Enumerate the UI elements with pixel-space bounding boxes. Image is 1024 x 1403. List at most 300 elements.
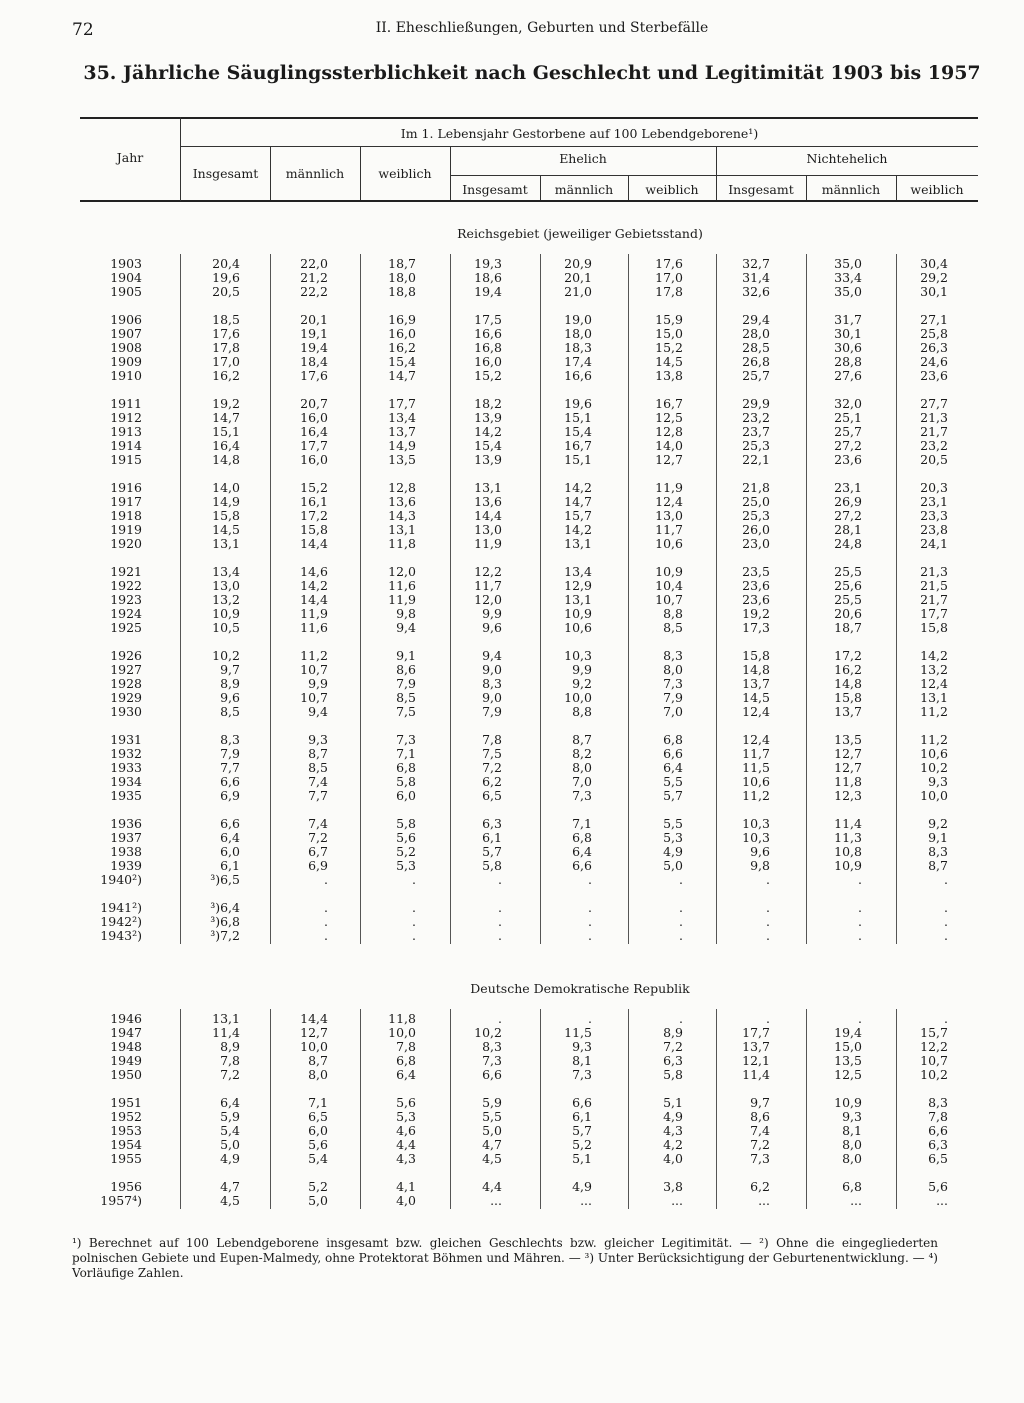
value-cell: 19,2 bbox=[742, 606, 770, 621]
value-cell: 7,5 bbox=[482, 746, 502, 761]
value-cell: 25,7 bbox=[834, 424, 862, 439]
value-cell: 6,2 bbox=[482, 774, 502, 789]
value-cell: 20,5 bbox=[920, 452, 948, 467]
value-cell: 21,7 bbox=[920, 592, 948, 607]
column-divider bbox=[896, 1009, 897, 1209]
value-cell: 16,8 bbox=[474, 340, 502, 355]
value-cell: 13,6 bbox=[474, 494, 502, 509]
value-cell: 14,5 bbox=[742, 690, 770, 705]
value-cell: ... bbox=[490, 1193, 502, 1208]
value-cell: 14,2 bbox=[474, 424, 502, 439]
value-cell: 4,5 bbox=[482, 1151, 502, 1166]
value-cell: . bbox=[944, 872, 948, 887]
value-cell: 6,9 bbox=[220, 788, 240, 803]
value-cell: 5,7 bbox=[572, 1123, 592, 1138]
value-cell: 5,5 bbox=[663, 774, 683, 789]
value-cell: 11,7 bbox=[474, 578, 502, 593]
value-cell: 13,0 bbox=[655, 508, 683, 523]
value-cell: 10,7 bbox=[300, 662, 328, 677]
value-cell: 7,8 bbox=[482, 732, 502, 747]
value-cell: 6,1 bbox=[220, 858, 240, 873]
value-cell: 16,2 bbox=[834, 662, 862, 677]
value-cell: 11,2 bbox=[300, 648, 328, 663]
value-cell: 6,3 bbox=[928, 1137, 948, 1152]
table-row bbox=[0, 830, 1024, 844]
value-cell: 10,9 bbox=[834, 858, 862, 873]
table-row bbox=[0, 508, 1024, 522]
table-row bbox=[0, 872, 1024, 886]
value-cell: 17,6 bbox=[300, 368, 328, 383]
value-cell: 29,2 bbox=[920, 270, 948, 285]
value-cell: . bbox=[766, 872, 770, 887]
value-cell: . bbox=[588, 914, 592, 929]
value-cell: 6,2 bbox=[750, 1179, 770, 1194]
col-header-male: männlich bbox=[285, 166, 345, 181]
table-row bbox=[0, 564, 1024, 578]
value-cell: 9,3 bbox=[842, 1109, 862, 1124]
value-cell: 7,4 bbox=[308, 816, 328, 831]
value-cell: 5,3 bbox=[396, 858, 416, 873]
value-cell: 8,0 bbox=[308, 1067, 328, 1082]
value-cell: 6,8 bbox=[396, 1053, 416, 1068]
value-cell: 16,0 bbox=[300, 410, 328, 425]
value-cell: ³)6,5 bbox=[210, 872, 240, 887]
value-cell: 6,6 bbox=[482, 1067, 502, 1082]
value-cell: 5,6 bbox=[396, 830, 416, 845]
column-divider bbox=[806, 254, 807, 944]
year-cell: 1904 bbox=[110, 270, 142, 285]
value-cell: 18,0 bbox=[564, 326, 592, 341]
table-row bbox=[0, 928, 1024, 942]
value-cell: . bbox=[858, 872, 862, 887]
value-cell: 15,8 bbox=[920, 620, 948, 635]
value-cell: 11,4 bbox=[742, 1067, 770, 1082]
value-cell: 6,6 bbox=[928, 1123, 948, 1138]
year-cell: 1924 bbox=[110, 606, 142, 621]
column-divider bbox=[716, 254, 717, 944]
value-cell: 12,4 bbox=[742, 704, 770, 719]
col-header-illegit-male: männlich bbox=[821, 182, 881, 197]
value-cell: 20,4 bbox=[212, 256, 240, 271]
section-title: Deutsche Demokratische Republik bbox=[470, 981, 690, 996]
value-cell: 14,9 bbox=[212, 494, 240, 509]
value-cell: 20,1 bbox=[564, 270, 592, 285]
value-cell: . bbox=[679, 928, 683, 943]
table-row bbox=[0, 396, 1024, 410]
value-cell: 20,6 bbox=[834, 606, 862, 621]
value-cell: 10,9 bbox=[655, 564, 683, 579]
value-cell: 14,2 bbox=[564, 522, 592, 537]
value-cell: 19,4 bbox=[300, 340, 328, 355]
value-cell: 6,0 bbox=[308, 1123, 328, 1138]
value-cell: 5,7 bbox=[663, 788, 683, 803]
value-cell: . bbox=[766, 914, 770, 929]
year-cell: 1952 bbox=[110, 1109, 142, 1124]
column-divider bbox=[450, 1009, 451, 1209]
table-row bbox=[0, 410, 1024, 424]
value-cell: 13,7 bbox=[834, 704, 862, 719]
value-cell: 16,0 bbox=[300, 452, 328, 467]
col-header-legit-total: Insgesamt bbox=[462, 182, 528, 197]
table-row bbox=[0, 1053, 1024, 1067]
value-cell: 8,3 bbox=[482, 676, 502, 691]
table-row bbox=[0, 1025, 1024, 1039]
value-cell: . bbox=[324, 872, 328, 887]
value-cell: 19,4 bbox=[474, 284, 502, 299]
value-cell: 20,3 bbox=[920, 480, 948, 495]
value-cell: 5,9 bbox=[220, 1109, 240, 1124]
value-cell: 23,6 bbox=[834, 452, 862, 467]
value-cell: 10,0 bbox=[300, 1039, 328, 1054]
value-cell: 15,8 bbox=[300, 522, 328, 537]
col-header-female: weiblich bbox=[378, 166, 432, 181]
value-cell: 13,1 bbox=[212, 536, 240, 551]
value-cell: 7,4 bbox=[750, 1123, 770, 1138]
value-cell: 14,5 bbox=[212, 522, 240, 537]
value-cell: 7,3 bbox=[396, 732, 416, 747]
value-cell: 9,3 bbox=[572, 1039, 592, 1054]
value-cell: 8,0 bbox=[663, 662, 683, 677]
value-cell: 6,4 bbox=[396, 1067, 416, 1082]
year-cell: 1957⁴) bbox=[100, 1193, 142, 1208]
value-cell: 8,6 bbox=[750, 1109, 770, 1124]
value-cell: 32,0 bbox=[834, 396, 862, 411]
value-cell: 17,7 bbox=[388, 396, 416, 411]
column-divider bbox=[540, 1009, 541, 1209]
year-cell: 1948 bbox=[110, 1039, 142, 1054]
value-cell: . bbox=[412, 872, 416, 887]
value-cell: 6,1 bbox=[572, 1109, 592, 1124]
value-cell: 17,6 bbox=[212, 326, 240, 341]
value-cell: 15,2 bbox=[655, 340, 683, 355]
value-cell: 17,6 bbox=[655, 256, 683, 271]
value-cell: 9,0 bbox=[482, 690, 502, 705]
table-row bbox=[0, 312, 1024, 326]
value-cell: 12,4 bbox=[742, 732, 770, 747]
value-cell: 8,5 bbox=[396, 690, 416, 705]
value-cell: 19,2 bbox=[212, 396, 240, 411]
page-number: 72 bbox=[72, 20, 94, 40]
value-cell: . bbox=[588, 900, 592, 915]
year-cell: 1911 bbox=[110, 396, 142, 411]
table-row bbox=[0, 788, 1024, 802]
col-header-nichtehelich: Nichtehelich bbox=[806, 151, 888, 166]
value-cell: 6,1 bbox=[482, 830, 502, 845]
value-cell: 13,2 bbox=[920, 662, 948, 677]
value-cell: . bbox=[944, 914, 948, 929]
value-cell: 7,7 bbox=[308, 788, 328, 803]
value-cell: 23,3 bbox=[920, 508, 948, 523]
value-cell: 11,4 bbox=[212, 1025, 240, 1040]
column-divider bbox=[180, 254, 181, 944]
value-cell: 15,1 bbox=[564, 452, 592, 467]
value-cell: 5,6 bbox=[396, 1095, 416, 1110]
value-cell: 23,5 bbox=[742, 564, 770, 579]
table-row bbox=[0, 858, 1024, 872]
col-header-illegit-female: weiblich bbox=[910, 182, 964, 197]
value-cell: 33,4 bbox=[834, 270, 862, 285]
value-cell: 15,1 bbox=[212, 424, 240, 439]
col-header-total: Insgesamt bbox=[192, 166, 259, 181]
column-divider bbox=[540, 254, 541, 944]
table-row bbox=[0, 270, 1024, 284]
value-cell: 10,0 bbox=[564, 690, 592, 705]
value-cell: 5,2 bbox=[396, 844, 416, 859]
value-cell: 28,8 bbox=[834, 354, 862, 369]
value-cell: 5,6 bbox=[308, 1137, 328, 1152]
value-cell: 9,6 bbox=[220, 690, 240, 705]
value-cell: 14,7 bbox=[564, 494, 592, 509]
value-cell: 25,5 bbox=[834, 592, 862, 607]
value-cell: 14,4 bbox=[474, 508, 502, 523]
value-cell: 21,7 bbox=[920, 424, 948, 439]
value-cell: 27,2 bbox=[834, 438, 862, 453]
value-cell: 10,2 bbox=[920, 1067, 948, 1082]
value-cell: 5,2 bbox=[308, 1179, 328, 1194]
value-cell: 6,6 bbox=[572, 1095, 592, 1110]
header-bottom-rule bbox=[80, 200, 978, 202]
value-cell: 7,7 bbox=[220, 760, 240, 775]
column-divider bbox=[806, 1009, 807, 1209]
value-cell: 10,9 bbox=[564, 606, 592, 621]
year-cell: 1936 bbox=[110, 816, 142, 831]
value-cell: 21,0 bbox=[564, 284, 592, 299]
value-cell: 10,0 bbox=[388, 1025, 416, 1040]
value-cell: 17,5 bbox=[474, 312, 502, 327]
value-cell: 14,9 bbox=[388, 438, 416, 453]
value-cell: 10,2 bbox=[212, 648, 240, 663]
value-cell: 20,7 bbox=[300, 396, 328, 411]
value-cell: 4,9 bbox=[220, 1151, 240, 1166]
value-cell: 12,7 bbox=[834, 760, 862, 775]
value-cell: 4,7 bbox=[482, 1137, 502, 1152]
value-cell: 7,2 bbox=[663, 1039, 683, 1054]
value-cell: 9,1 bbox=[396, 648, 416, 663]
value-cell: 9,6 bbox=[750, 844, 770, 859]
value-cell: 8,5 bbox=[220, 704, 240, 719]
value-cell: 7,3 bbox=[572, 1067, 592, 1082]
value-cell: 12,4 bbox=[920, 676, 948, 691]
value-cell: 11,4 bbox=[834, 816, 862, 831]
value-cell: 11,9 bbox=[474, 536, 502, 551]
value-cell: 31,4 bbox=[742, 270, 770, 285]
value-cell: 7,9 bbox=[482, 704, 502, 719]
table-row bbox=[0, 746, 1024, 760]
value-cell: 27,6 bbox=[834, 368, 862, 383]
value-cell: 9,0 bbox=[482, 662, 502, 677]
value-cell: 13,6 bbox=[388, 494, 416, 509]
value-cell: 13,1 bbox=[564, 536, 592, 551]
table-row bbox=[0, 648, 1024, 662]
value-cell: 10,6 bbox=[655, 536, 683, 551]
value-cell: 9,4 bbox=[308, 704, 328, 719]
value-cell: 19,6 bbox=[212, 270, 240, 285]
table-row bbox=[0, 900, 1024, 914]
value-cell: 6,3 bbox=[482, 816, 502, 831]
value-cell: 8,9 bbox=[663, 1025, 683, 1040]
value-cell: 30,1 bbox=[834, 326, 862, 341]
value-cell: 10,6 bbox=[564, 620, 592, 635]
table-row bbox=[0, 256, 1024, 270]
value-cell: . bbox=[498, 1011, 502, 1026]
value-cell: 18,4 bbox=[300, 354, 328, 369]
year-cell: 1947 bbox=[110, 1025, 142, 1040]
year-cell: 1926 bbox=[110, 648, 142, 663]
value-cell: 26,9 bbox=[834, 494, 862, 509]
year-cell: 1922 bbox=[110, 578, 142, 593]
value-cell: 8,9 bbox=[220, 1039, 240, 1054]
table-row bbox=[0, 760, 1024, 774]
value-cell: . bbox=[324, 914, 328, 929]
value-cell: 7,3 bbox=[482, 1053, 502, 1068]
value-cell: 6,8 bbox=[663, 732, 683, 747]
value-cell: 9,7 bbox=[750, 1095, 770, 1110]
value-cell: 5,6 bbox=[928, 1179, 948, 1194]
value-cell: 12,7 bbox=[655, 452, 683, 467]
table-row bbox=[0, 704, 1024, 718]
col-header-illegit-total: Insgesamt bbox=[728, 182, 794, 197]
value-cell: 7,8 bbox=[220, 1053, 240, 1068]
value-cell: 21,3 bbox=[920, 410, 948, 425]
value-cell: 17,3 bbox=[742, 620, 770, 635]
value-cell: . bbox=[324, 900, 328, 915]
table-row bbox=[0, 620, 1024, 634]
value-cell: 13,4 bbox=[212, 564, 240, 579]
value-cell: 10,7 bbox=[300, 690, 328, 705]
value-cell: 17,2 bbox=[834, 648, 862, 663]
value-cell: . bbox=[944, 900, 948, 915]
value-cell: 6,8 bbox=[572, 830, 592, 845]
value-cell: 4,7 bbox=[220, 1179, 240, 1194]
value-cell: 25,1 bbox=[834, 410, 862, 425]
value-cell: 9,3 bbox=[308, 732, 328, 747]
value-cell: 25,3 bbox=[742, 438, 770, 453]
year-cell: 1938 bbox=[110, 844, 142, 859]
value-cell: . bbox=[944, 1011, 948, 1026]
year-cell: 1916 bbox=[110, 480, 142, 495]
value-cell: 7,9 bbox=[663, 690, 683, 705]
value-cell: 13,0 bbox=[212, 578, 240, 593]
value-cell: 18,7 bbox=[388, 256, 416, 271]
value-cell: 13,4 bbox=[388, 410, 416, 425]
value-cell: 12,5 bbox=[655, 410, 683, 425]
value-cell: 11,6 bbox=[388, 578, 416, 593]
value-cell: . bbox=[766, 1011, 770, 1026]
value-cell: 23,1 bbox=[920, 494, 948, 509]
value-cell: 14,2 bbox=[920, 648, 948, 663]
value-cell: 16,7 bbox=[655, 396, 683, 411]
value-cell: ³)6,8 bbox=[210, 914, 240, 929]
year-cell: 1935 bbox=[110, 788, 142, 803]
top-rule bbox=[80, 117, 978, 119]
table-row bbox=[0, 1067, 1024, 1081]
year-cell: 1932 bbox=[110, 746, 142, 761]
value-cell: 20,1 bbox=[300, 312, 328, 327]
value-cell: 12,0 bbox=[388, 564, 416, 579]
value-cell: 15,8 bbox=[742, 648, 770, 663]
table-row bbox=[0, 844, 1024, 858]
value-cell: 4,4 bbox=[482, 1179, 502, 1194]
value-cell: . bbox=[858, 914, 862, 929]
table-row bbox=[0, 1193, 1024, 1207]
year-cell: 1942²) bbox=[100, 914, 142, 929]
value-cell: . bbox=[412, 914, 416, 929]
value-cell: 16,4 bbox=[300, 424, 328, 439]
value-cell: 18,7 bbox=[834, 620, 862, 635]
column-divider bbox=[270, 254, 271, 944]
value-cell: 20,5 bbox=[212, 284, 240, 299]
value-cell: 5,1 bbox=[572, 1151, 592, 1166]
value-cell: 8,3 bbox=[220, 732, 240, 747]
year-cell: 1946 bbox=[110, 1011, 142, 1026]
year-cell: 1929 bbox=[110, 690, 142, 705]
table-row bbox=[0, 690, 1024, 704]
value-cell: 13,1 bbox=[564, 592, 592, 607]
year-cell: 1941²) bbox=[100, 900, 142, 915]
value-cell: 8,3 bbox=[663, 648, 683, 663]
year-cell: 1914 bbox=[110, 438, 142, 453]
year-cell: 1920 bbox=[110, 536, 142, 551]
value-cell: 28,0 bbox=[742, 326, 770, 341]
value-cell: 10,6 bbox=[920, 746, 948, 761]
value-cell: 5,0 bbox=[663, 858, 683, 873]
year-cell: 1949 bbox=[110, 1053, 142, 1068]
value-cell: . bbox=[412, 928, 416, 943]
year-cell: 1954 bbox=[110, 1137, 142, 1152]
value-cell: . bbox=[858, 1011, 862, 1026]
value-cell: 7,0 bbox=[572, 774, 592, 789]
column-divider bbox=[450, 254, 451, 944]
value-cell: 10,2 bbox=[920, 760, 948, 775]
value-cell: 10,5 bbox=[212, 620, 240, 635]
value-cell: 25,6 bbox=[834, 578, 862, 593]
table-row bbox=[0, 676, 1024, 690]
value-cell: . bbox=[412, 900, 416, 915]
value-cell: 7,0 bbox=[663, 704, 683, 719]
value-cell: 10,9 bbox=[834, 1095, 862, 1110]
value-cell: 5,7 bbox=[482, 844, 502, 859]
value-cell: 30,1 bbox=[920, 284, 948, 299]
value-cell: 7,3 bbox=[750, 1151, 770, 1166]
value-cell: 12,7 bbox=[834, 746, 862, 761]
col-header-legit-female: weiblich bbox=[645, 182, 699, 197]
value-cell: 8,3 bbox=[928, 1095, 948, 1110]
value-cell: 4,2 bbox=[663, 1137, 683, 1152]
value-cell: 35,0 bbox=[834, 284, 862, 299]
value-cell: 8,7 bbox=[928, 858, 948, 873]
value-cell: 6,5 bbox=[482, 788, 502, 803]
value-cell: 10,7 bbox=[920, 1053, 948, 1068]
value-cell: 15,7 bbox=[920, 1025, 948, 1040]
value-cell: 11,2 bbox=[920, 732, 948, 747]
value-cell: 14,2 bbox=[300, 578, 328, 593]
value-cell: 8,0 bbox=[572, 760, 592, 775]
value-cell: 6,6 bbox=[572, 858, 592, 873]
value-cell: 11,5 bbox=[564, 1025, 592, 1040]
value-cell: 35,0 bbox=[834, 256, 862, 271]
value-cell: 16,1 bbox=[300, 494, 328, 509]
year-cell: 1923 bbox=[110, 592, 142, 607]
value-cell: 14,4 bbox=[300, 1011, 328, 1026]
value-cell: 12,8 bbox=[388, 480, 416, 495]
value-cell: 7,8 bbox=[396, 1039, 416, 1054]
value-cell: 8,1 bbox=[842, 1123, 862, 1138]
value-cell: 17,8 bbox=[655, 284, 683, 299]
value-cell: 11,7 bbox=[655, 522, 683, 537]
value-cell: 24,6 bbox=[920, 354, 948, 369]
value-cell: 6,8 bbox=[842, 1179, 862, 1194]
value-cell: 21,2 bbox=[300, 270, 328, 285]
